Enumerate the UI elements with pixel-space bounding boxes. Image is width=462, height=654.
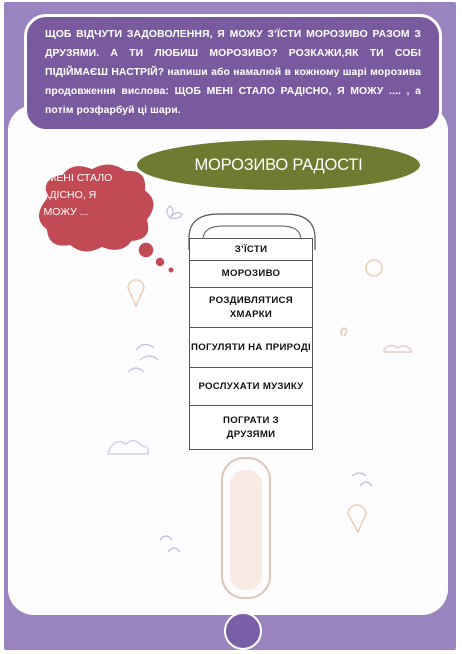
popsicle-layer-4[interactable]: ПОГУЛЯТИ НА ПРИРОДІ	[189, 328, 313, 368]
leaf-doodle	[128, 344, 158, 372]
instructions-text: ЩОБ ВІДЧУТИ ЗАДОВОЛЕННЯ, Я МОЖУ З’ЇСТИ МОРОЗИВО РАЗОМ З ДРУЗЯМИ. А ТИ ЛЮБИШ МОРОЗИВО? РОЗКАЖИ,ЯК ТИ СОБІ ПІДІЙМАЄШ НАСТРІЙ? напиши або намалюй в кожному шарі морозива продовження вислова: ЩОБ МЕНІ СТАЛО РАДІСНО, Я МОЖУ .... , а потім розфарбуй ці шари.	[45, 29, 421, 116]
sun-doodle	[366, 260, 382, 276]
ice-cream-doodle-2	[348, 505, 366, 532]
title-banner	[137, 140, 420, 190]
popsicle-layer-5[interactable]: РОСЛУХАТИ МУЗИКУ	[189, 368, 313, 406]
instructions-box	[24, 14, 442, 132]
popsicle-layer-1[interactable]: З’ЇСТИ	[189, 238, 313, 260]
thought-cloud-text: ЩОБ МЕНІ СТАЛО РАДІСНО, Я МОЖУ ...	[19, 172, 113, 218]
popsicle-layer-6[interactable]: ПОГРАТИ З ДРУЗЯМИ	[189, 406, 313, 450]
cloud-doodle	[108, 440, 148, 454]
popsicle-layer-3[interactable]: РОЗДИВЛЯТИСЯ ХМАРКИ	[189, 288, 313, 328]
cloud-doodle-2	[384, 345, 412, 352]
page-title: МОРОЗИВО РАДОСТІ	[194, 155, 363, 174]
heart-doodle-2	[341, 328, 347, 336]
popsicle-layer-2[interactable]: МОРОЗИВО	[189, 260, 313, 288]
leaf-doodle-3	[160, 536, 180, 552]
page-number-dot	[224, 612, 262, 650]
leaf-doodle-2	[352, 473, 372, 486]
popsicle-layers	[189, 238, 313, 450]
